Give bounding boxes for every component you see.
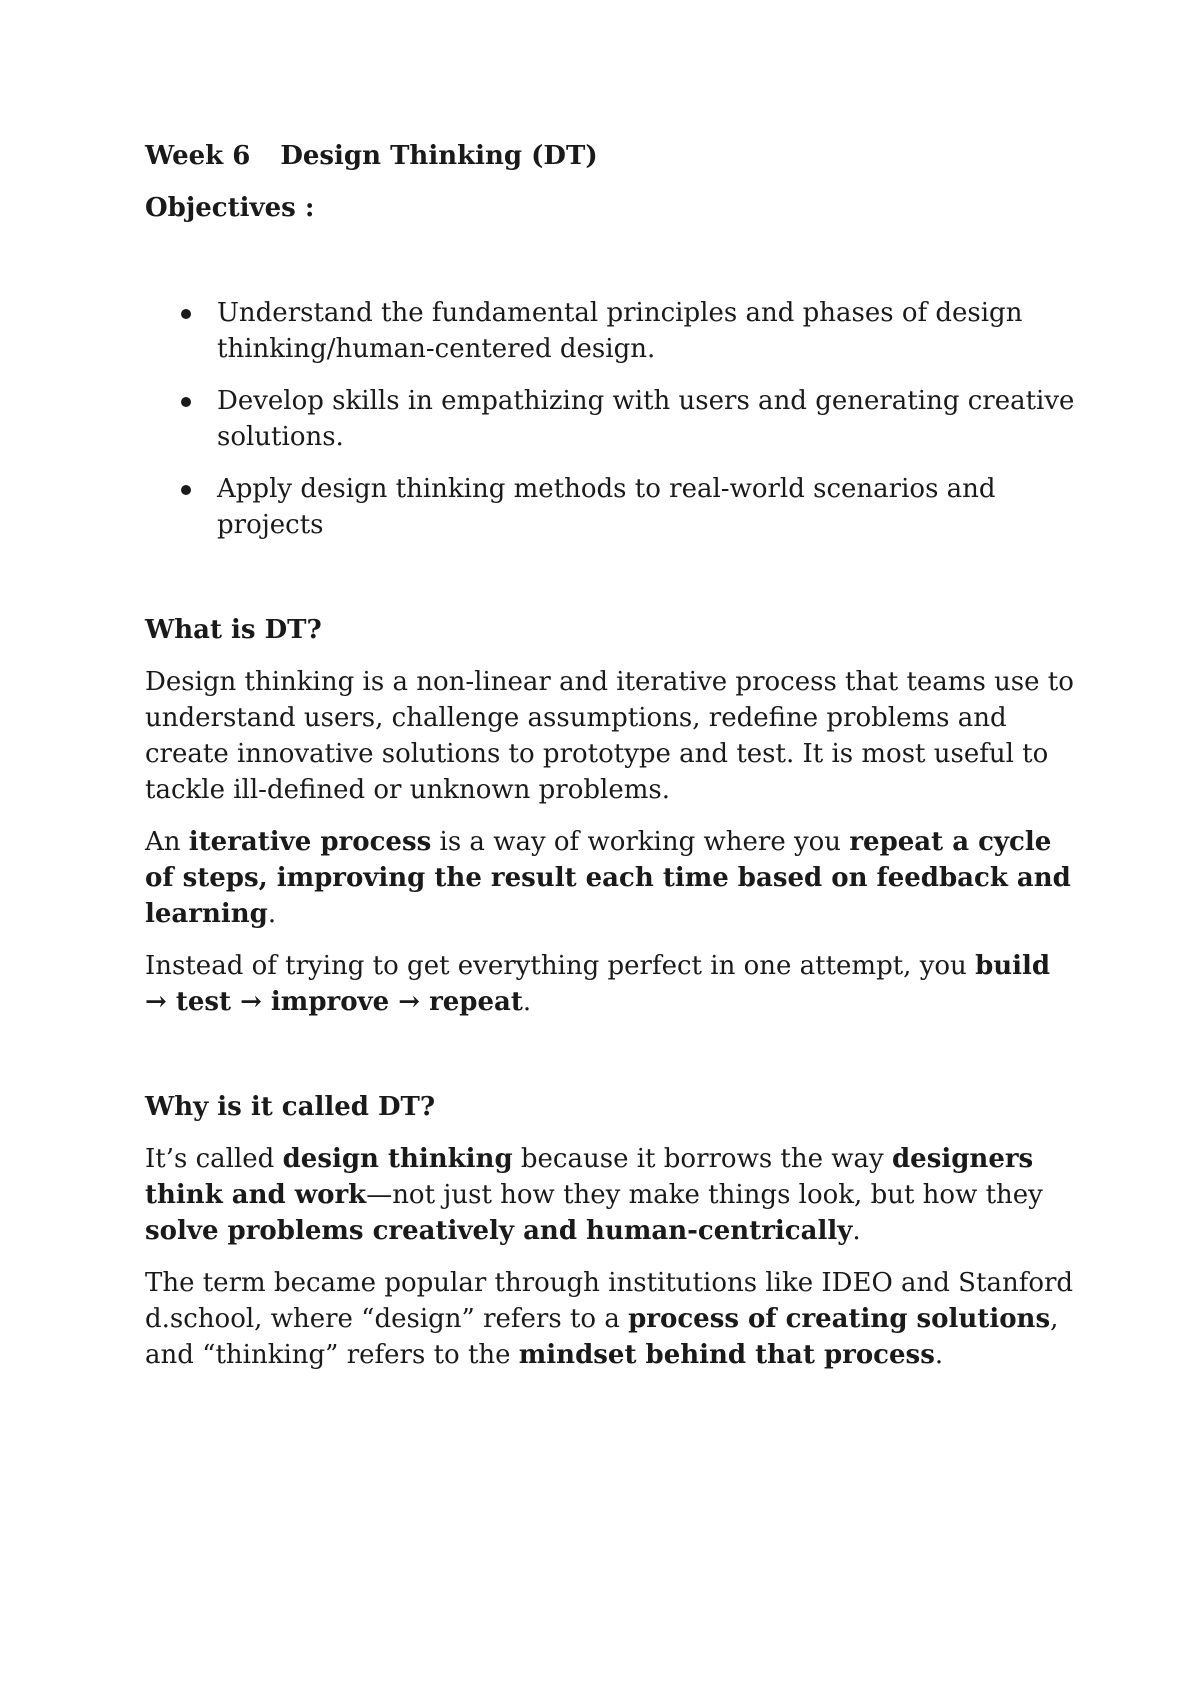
- bold-run: designers think and work: [145, 1144, 1034, 1210]
- list-item: [217, 383, 1075, 455]
- bullet-icon: [181, 397, 191, 407]
- text-run: An: [145, 827, 189, 857]
- text-run: , and “thinking” refers to the: [145, 1304, 1059, 1370]
- objective-text: Understand the fundamental principles and phases of design thinking/human-centered design.: [217, 298, 1023, 364]
- bold-run: repeat a cycle of steps, improving the result each time based on feedback and learning: [145, 827, 1071, 929]
- bold-run: design thinking: [282, 1144, 513, 1174]
- bold-run: iterative process: [188, 827, 432, 857]
- bullet-icon: [181, 485, 191, 495]
- page-title: [145, 138, 1075, 174]
- text-run: because it borrows the way: [512, 1144, 892, 1174]
- why-called-paragraph: [145, 1141, 1075, 1249]
- objectives-heading: Objectives :: [145, 193, 315, 223]
- document-page: [145, 138, 1075, 1389]
- text-run: —not just how they make things look, but how they: [366, 1180, 1043, 1210]
- list-item: [217, 295, 1075, 367]
- text-run: is a way of working where you: [431, 827, 850, 857]
- text-run: .: [934, 1340, 944, 1370]
- week-label: Week 6: [145, 141, 251, 171]
- objective-text: Apply design thinking methods to real-world scenarios and projects: [217, 474, 996, 540]
- bold-run: mindset behind that process: [518, 1340, 935, 1370]
- bullet-icon: [181, 309, 191, 319]
- text-run: .: [852, 1216, 861, 1246]
- text-run: It’s called: [145, 1144, 283, 1174]
- objective-text: Develop skills in empathizing with users and generating creative solutions.: [217, 386, 1075, 452]
- why-called-dt-heading: Why is it called DT?: [145, 1092, 436, 1122]
- text-run: Instead of trying to get everything perfect in one attempt, you: [145, 951, 976, 981]
- text-run: The term became popular through institutions like IDEO and Stanford d.school, where “design” refers to a: [145, 1268, 1074, 1334]
- bold-run: build → test → improve → repeat: [145, 951, 1051, 1017]
- bold-run: process of creating solutions: [628, 1304, 1051, 1334]
- what-is-dt-heading: What is DT?: [145, 615, 322, 645]
- bold-run: solve problems creatively and human-centrically: [145, 1216, 853, 1246]
- iterative-process-paragraph: [145, 824, 1075, 932]
- text-run: .: [267, 899, 277, 929]
- objectives-list: [145, 295, 1075, 543]
- definition-paragraph: Design thinking is a non-linear and iterative process that teams use to understand users, challenge assumptions, redefine problems and create innovative solutions to prototype and test. It is most useful to tackle ill-defined or unknown problems.: [145, 667, 1074, 805]
- list-item: [217, 471, 1075, 543]
- term-origin-paragraph: [145, 1265, 1075, 1373]
- topic-label: Design Thinking (DT): [280, 141, 598, 171]
- build-test-paragraph: [145, 948, 1075, 1020]
- text-run: .: [522, 987, 532, 1017]
